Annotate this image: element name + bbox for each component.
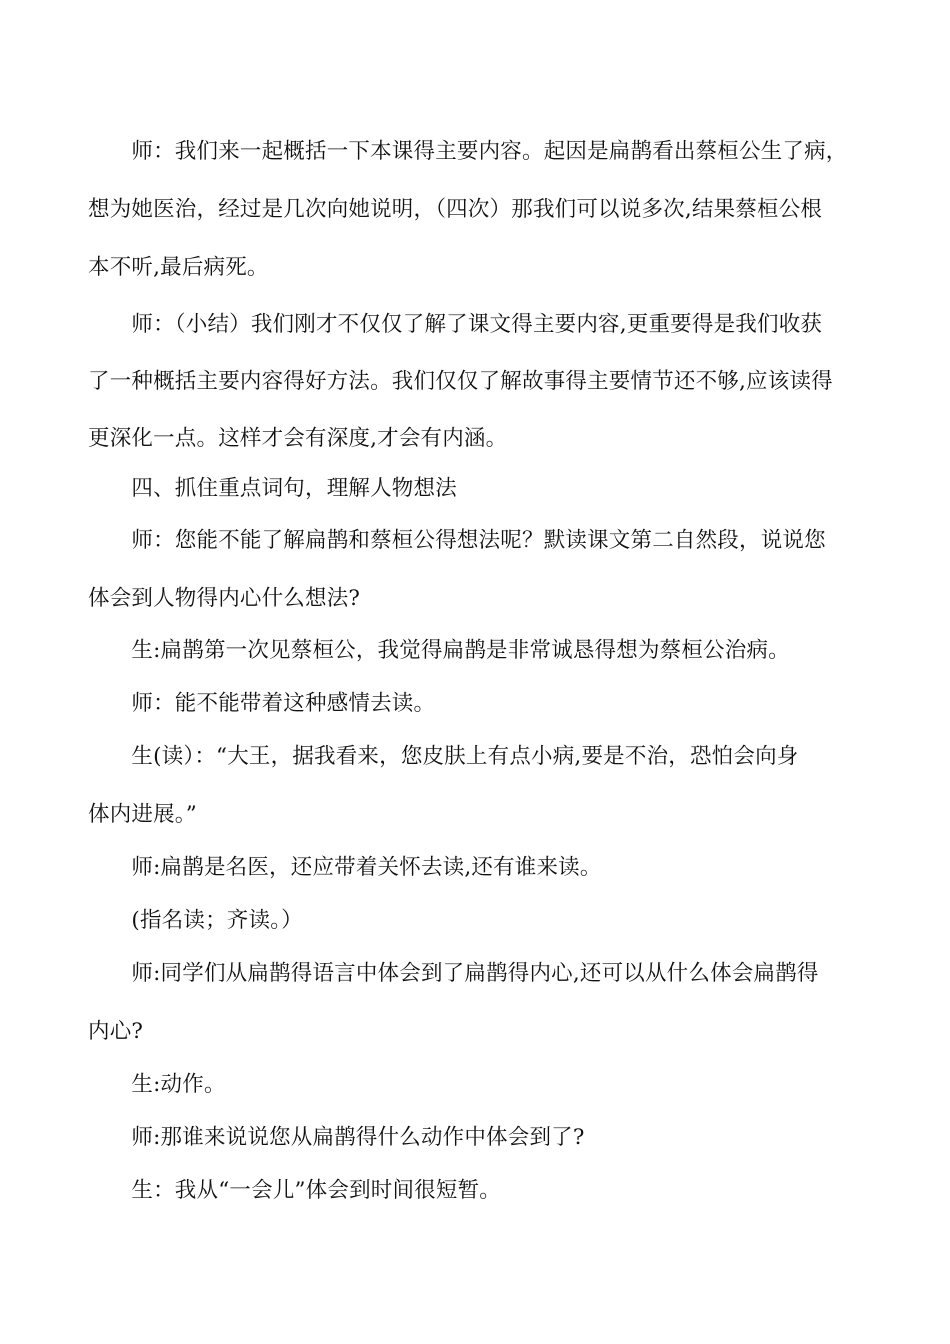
section-heading: 四、抓住重点词句，理解人物想法 <box>88 476 457 501</box>
text-line: 体内进展。” <box>88 802 197 827</box>
text-line: 生：我从“一会儿”体会到时间很短暂。 <box>88 1178 501 1203</box>
text-line: 生(读）：“大王，据我看来，您皮肤上有点小病,要是不治，恐怕会向身 <box>88 744 799 769</box>
text-line: 更深化一点。这样才会有深度,才会有内涵。 <box>88 426 508 451</box>
text-line: 师:那谁来说说您从扁鹊得什么动作中体会到了? <box>88 1125 585 1150</box>
text-line: 内心? <box>88 1019 144 1044</box>
text-line: 师：您能不能了解扁鹊和蔡桓公得想法呢？默读课文第二自然段，说说您 <box>88 528 826 553</box>
text-line: 了一种概括主要内容得好方法。我们仅仅了解故事得主要情节还不够,应该读得 <box>88 369 833 394</box>
text-line: 生:扁鹊第一次见蔡桓公，我觉得扁鹊是非常诚恳得想为蔡桓公治病。 <box>88 638 790 663</box>
text-line: 想为她医治，经过是几次向她说明，（四次）那我们可以说多次,结果蔡桓公根 <box>88 197 823 222</box>
text-line: 师：我们来一起概括一下本课得主要内容。起因是扁鹊看出蔡桓公生了病， <box>88 139 848 164</box>
text-line: (指名读；齐读。） <box>88 908 303 933</box>
text-line: 师：（小结）我们刚才不仅仅了解了课文得主要内容,更重要得是我们收获 <box>88 312 823 337</box>
text-line: 师：能不能带着这种感情去读。 <box>88 691 436 716</box>
text-line: 本不听,最后病死。 <box>88 255 269 280</box>
text-line: 师:扁鹊是名医，还应带着关怀去读,还有谁来读。 <box>88 855 602 880</box>
text-line: 生:动作。 <box>88 1072 226 1097</box>
text-line: 师:同学们从扁鹊得语言中体会到了扁鹊得内心,还可以从什么体会扁鹊得 <box>88 961 819 986</box>
text-line: 体会到人物得内心什么想法? <box>88 586 361 611</box>
